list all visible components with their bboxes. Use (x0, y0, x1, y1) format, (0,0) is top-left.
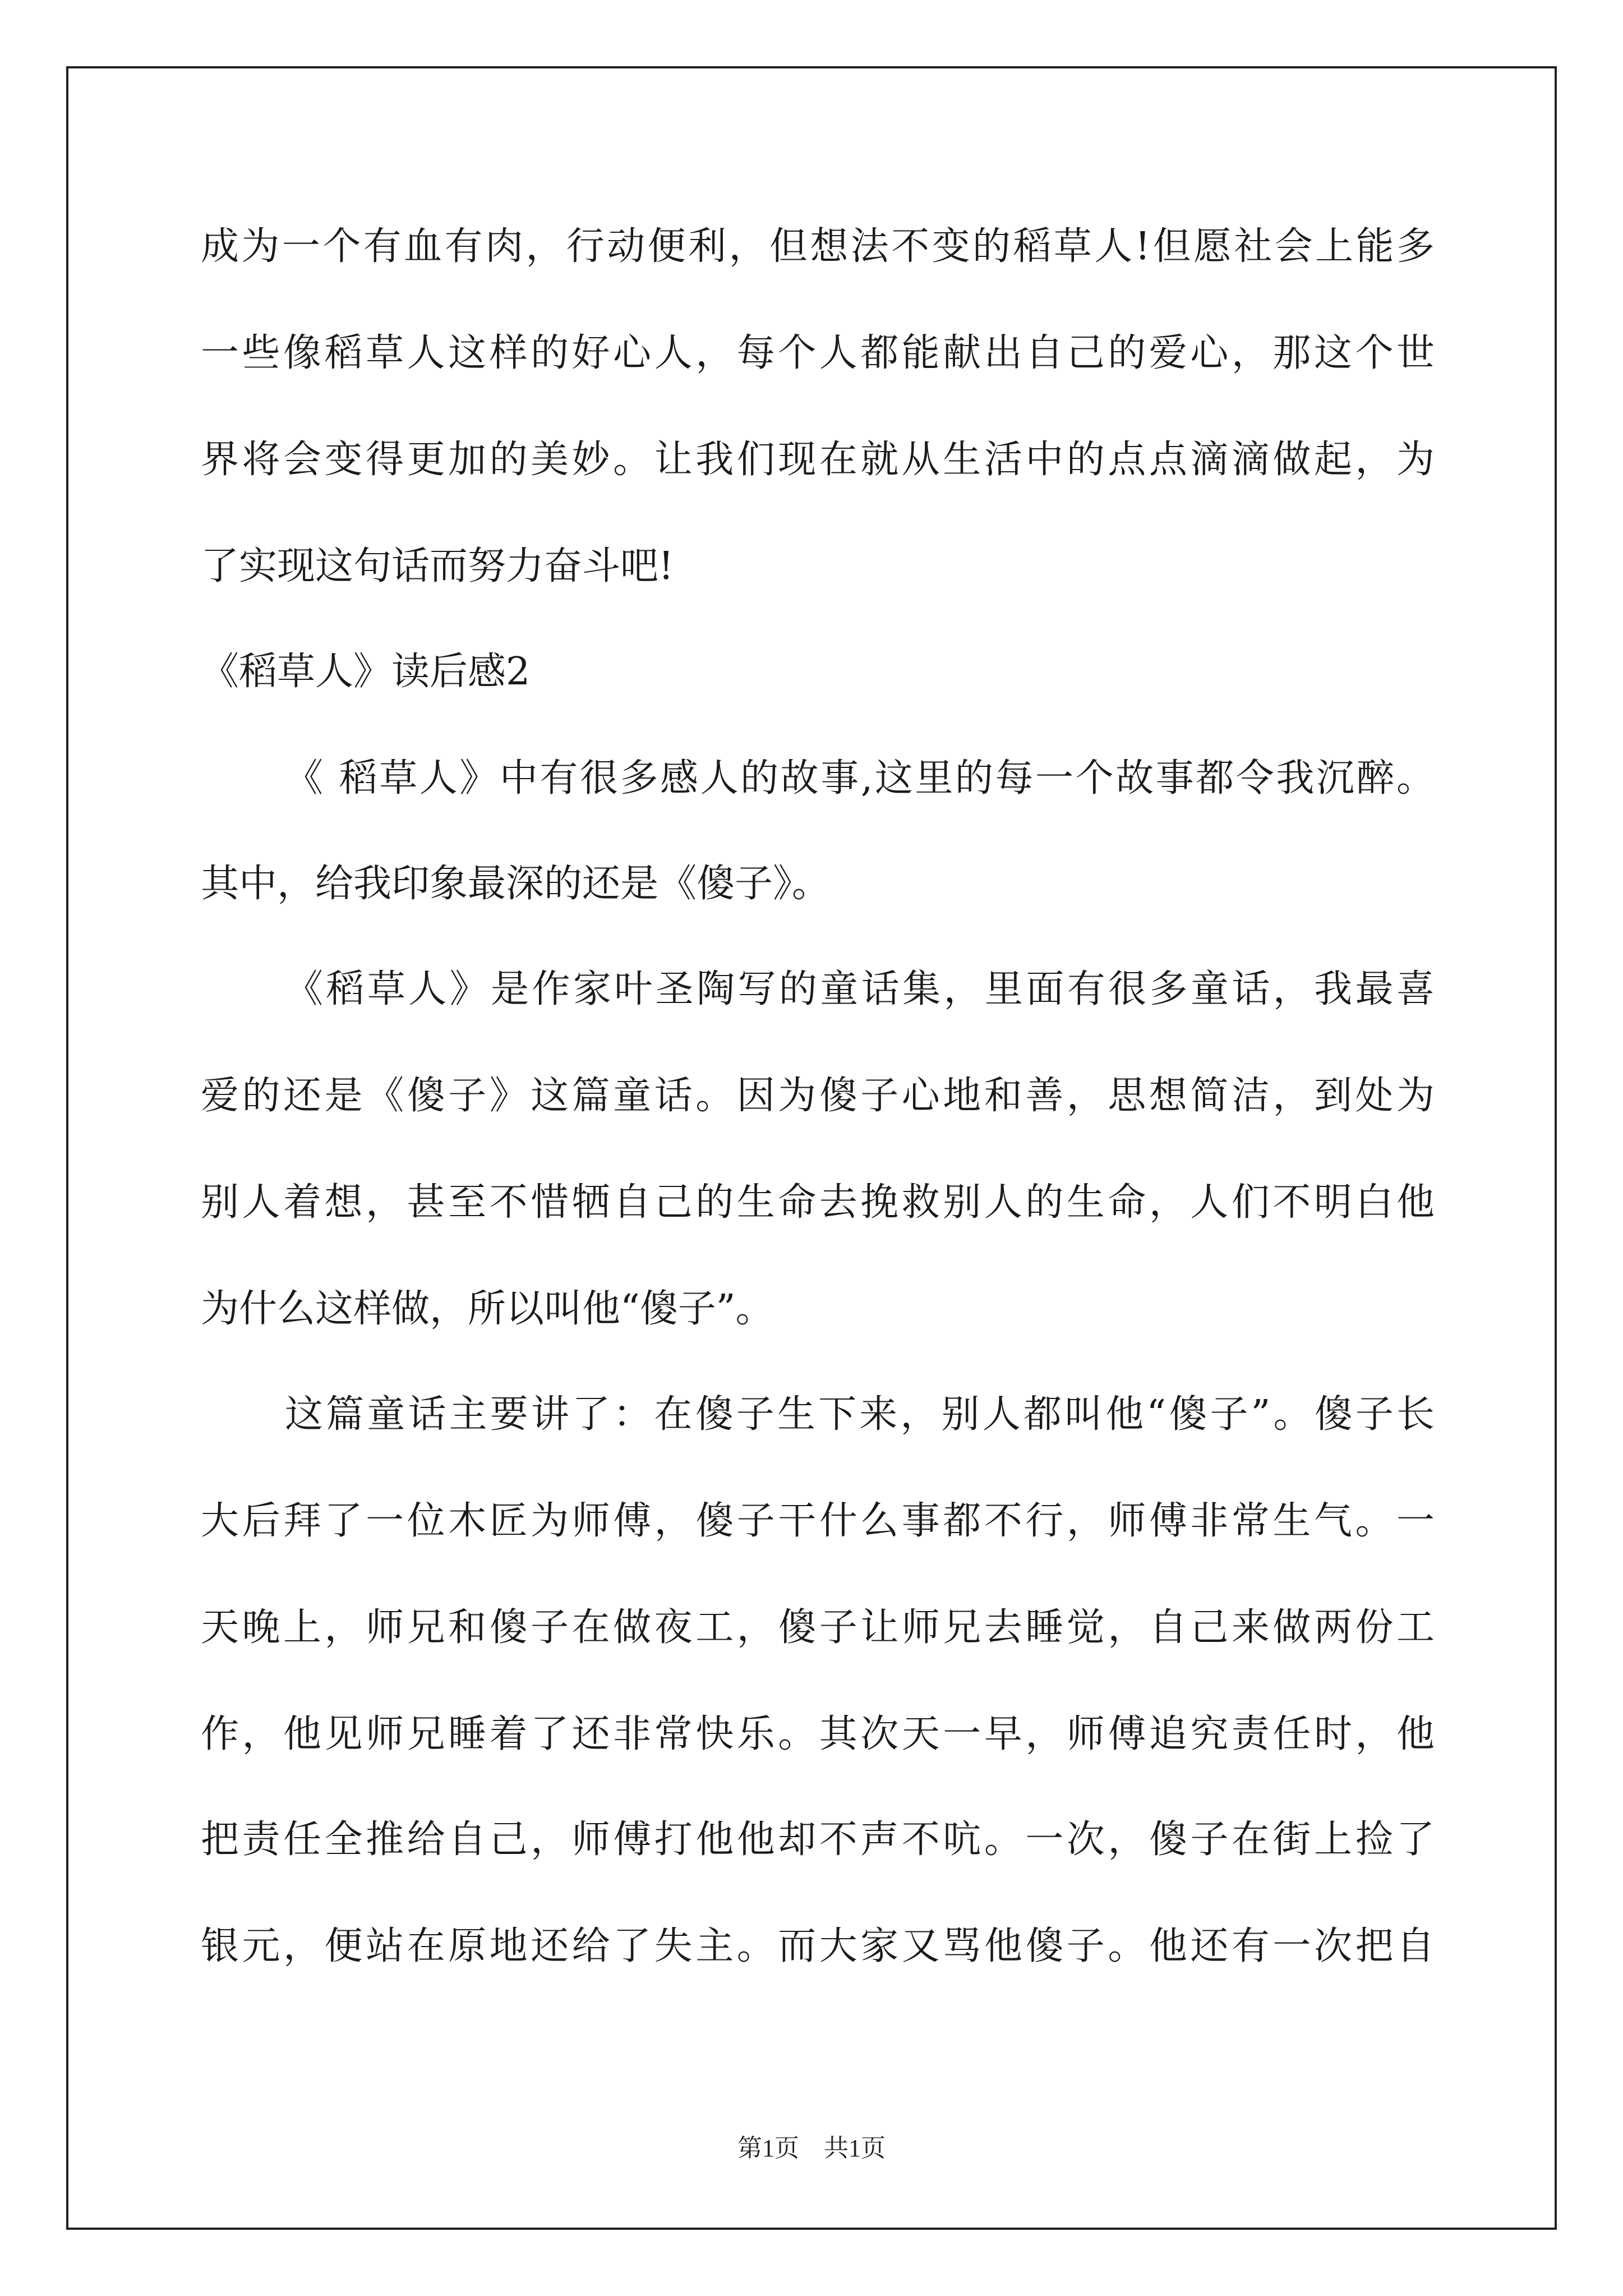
paragraph-line: 成为一个有血有肉，行动便利，但想法不变的稻草人!但愿社会上能多 (201, 224, 1435, 269)
paragraph-line: 大后拜了一位木匠为师傅，傻子干什么事都不行，师傅非常生气。一 (201, 1499, 1435, 1543)
paragraph-line: 爱的还是《傻子》这篇童话。因为傻子心地和善，思想简洁，到处为 (201, 1074, 1435, 1118)
paragraph-line: 这篇童话主要讲了：在傻子生下来，别人都叫他“傻子”。傻子长 (285, 1392, 1435, 1437)
paragraph-line: 别人着想，甚至不惜牺自己的生命去挽救别人的生命，人们不明白他 (201, 1180, 1435, 1225)
paragraph-line: 了实现这句话而努力奋斗吧! (201, 544, 674, 588)
paragraph-line: 为什么这样做，所以叫他“傻子”。 (201, 1287, 774, 1331)
paragraph-line: 一些像稻草人这样的好心人，每个人都能献出自己的爱心，那这个世 (201, 331, 1435, 375)
page-number: 第1页 共1页 (737, 2134, 886, 2162)
paragraph-line: 把责任全推给自己，师傅打他他却不声不吭。一次，傻子在街上捡了 (201, 1818, 1435, 1862)
paragraph-line: 作，他见师兄睡着了还非常快乐。其次天一早，师傅追究责任时，他 (201, 1712, 1435, 1756)
paragraph-line: 银元，便站在原地还给了失主。而大家又骂他傻子。他还有一次把自 (201, 1924, 1435, 1968)
paragraph-line: 《 稻草人》中有很多感人的故事,这里的每一个故事都令我沉醉。 (285, 756, 1435, 800)
paragraph-line: 天晚上，师兄和傻子在做夜工，傻子让师兄去睡觉，自己来做两份工 (201, 1605, 1435, 1650)
paragraph-line: 其中，给我印象最深的还是《傻子》。 (201, 862, 831, 906)
section-heading: 《稻草人》读后感2 (201, 650, 531, 694)
paragraph-line: 《稻草人》是作家叶圣陶写的童话集，里面有很多童话，我最喜 (285, 967, 1435, 1011)
page-border (66, 66, 1557, 2230)
paragraph-line: 界将会变得更加的美妙。让我们现在就从生活中的点点滴滴做起，为 (201, 438, 1435, 482)
